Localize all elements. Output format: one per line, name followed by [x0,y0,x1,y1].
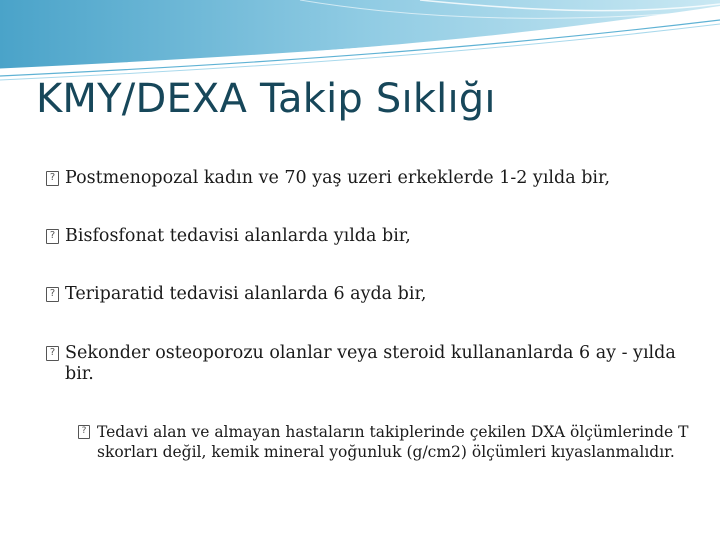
bullet-text: Sekonder osteoporozu olanlar veya steroid kullananlarda 6 ay - yılda bir. [65,343,676,384]
sub-bullet-text: Tedavi alan ve almayan hastaların takiplerinde çekilen DXA ölçümlerinde T skorları değil, kemik mineral yoğunluk (g/cm2) ölçümleri kıyaslanmalıdır. [97,423,689,461]
bullet-marker-icon: ? [46,171,59,186]
bullet-item [46,343,696,385]
bullet-item [46,168,610,189]
bullet-marker-icon: ? [46,229,59,244]
bullet-text: Bisfosfonat tedavisi alanlarda yılda bir, [65,226,411,246]
sub-bullet-item [78,422,697,462]
bullet-marker-icon: ? [46,287,59,302]
bullet-text: Teriparatid tedavisi alanlarda 6 ayda bir, [65,284,427,304]
sub-bullet-marker-icon: ? [78,425,90,439]
bullet-marker-icon: ? [46,346,59,361]
slide-title: KMY/DEXA Takip Sıklığı [36,76,496,122]
bullet-text: Postmenopozal kadın ve 70 yaş uzeri erkeklerde 1-2 yılda bir, [65,168,611,188]
bullet-item [46,226,411,247]
bullet-item [46,284,426,305]
